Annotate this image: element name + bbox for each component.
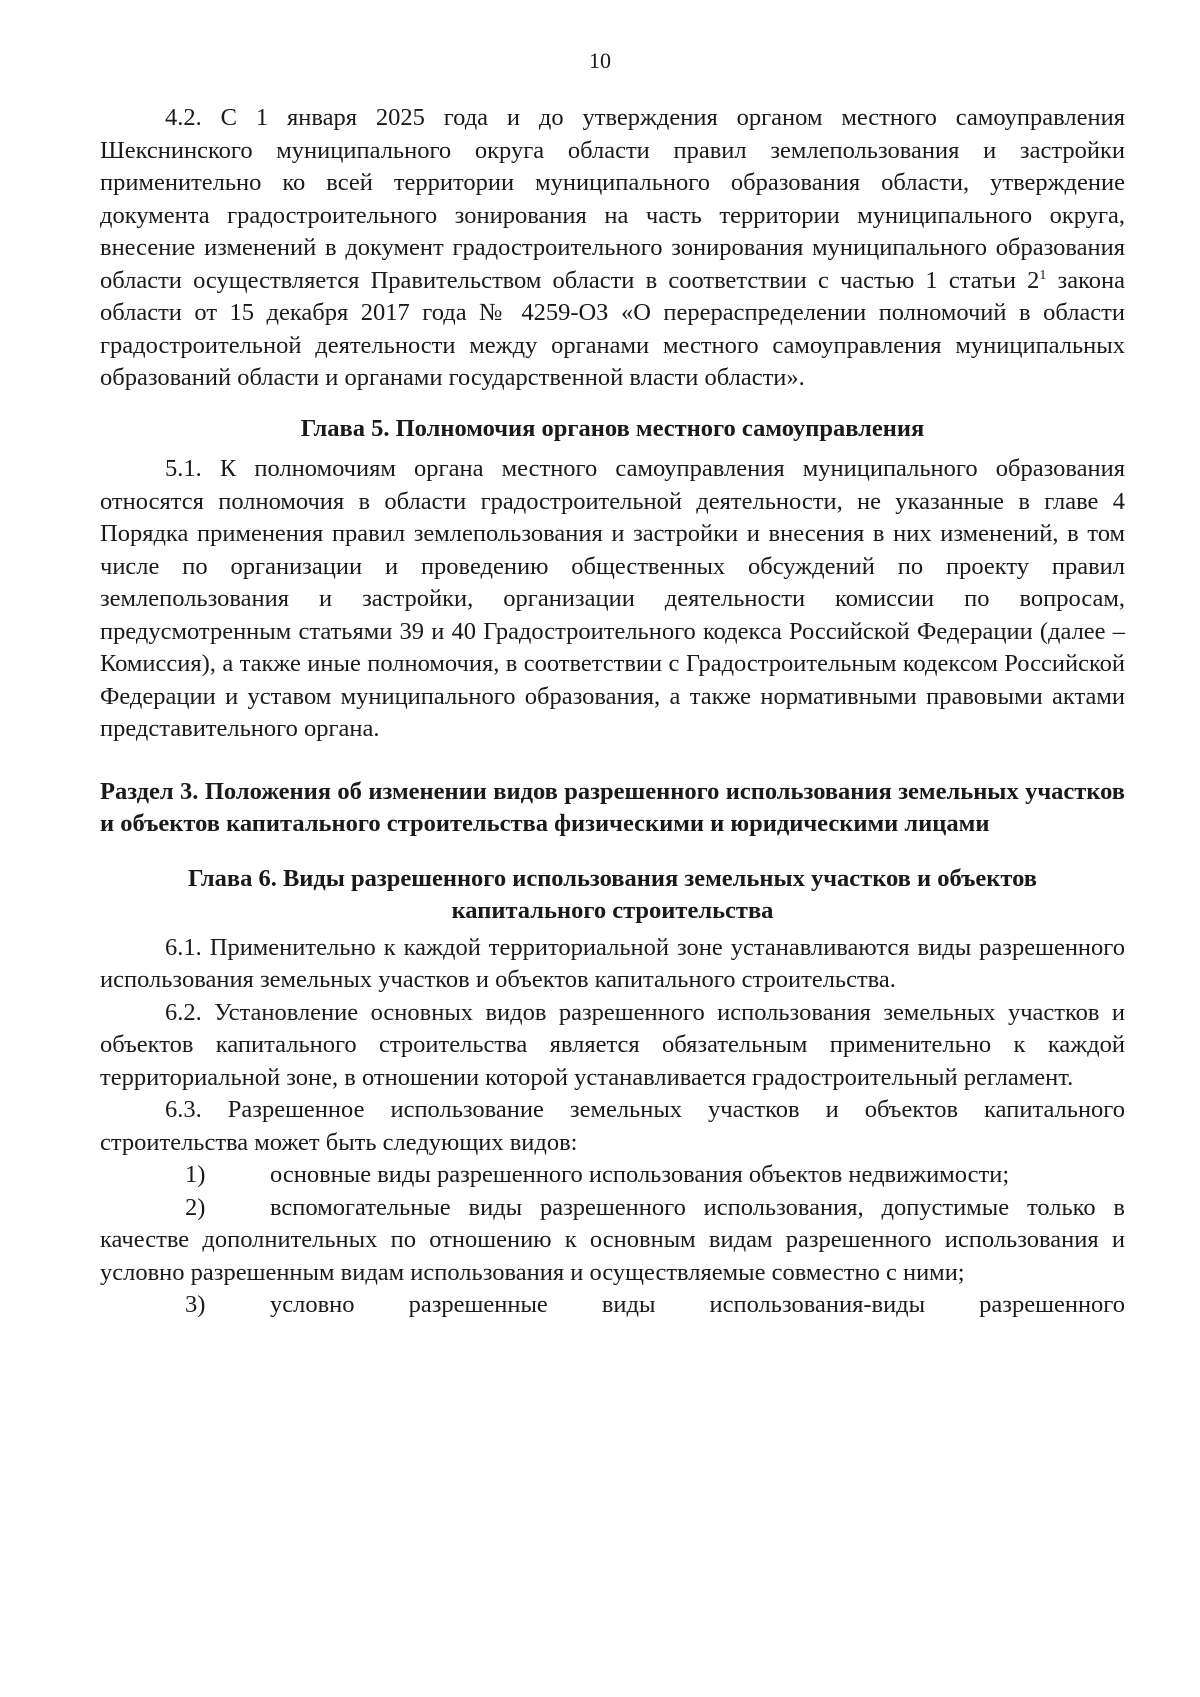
article-superscript: 1: [1039, 267, 1047, 283]
list-item-number: 3): [185, 1291, 206, 1318]
page-number: 10: [589, 48, 611, 73]
chapter-6-heading: Глава 6. Виды разрешенного использования земельных участков и объектов капитального строительства: [188, 864, 1037, 924]
paragraph-6-2: 6.2. Установление основных видов разрешенного использования земельных участков и объектов капитального строительства является обязательным применительно к каждой территориальной зоне, в отношении которой устанавливается градостроительный регламент.: [100, 998, 1125, 1091]
paragraph-6-3: 6.3. Разрешенное использование земельных участков и объектов капитального строительства может быть следующих видов:: [100, 1096, 1125, 1156]
list-item-text: вспомогательные виды разрешенного использования, допустимые только в качестве дополнительных по отношению к основным видам разрешенного использования и условно разрешенным видам использования и осуществляемые совместно с ними;: [100, 1193, 1125, 1286]
paragraph-4-2-text-continued: закона области от 15 декабря 2017 года № 4259-ОЗ «О перераспределении полномочий в области градостроительной деятельности между органами местного самоуправления муниципальных образований области и органами государственной власти области».: [100, 266, 1125, 391]
chapter-5-heading: Глава 5. Полномочия органов местного самоуправления: [300, 414, 925, 442]
paragraph-5-1: 5.1. К полномочиям органа местного самоуправления муниципального образования относятся полномочия в области градостроительной деятельности, не указанные в главе 4 Порядка применения правил землепользования и застройки и внесения в них изменений, в том числе по организации и проведению общественных обсуждений по проекту правил землепользования и застройки, организации деятельности комиссии по вопросам, предусмотренным статьями 39 и 40 Градостроительного кодекса Российской Федерации (далее – Комиссия), а также иные полномочия, в соответствии с Градостроительным кодексом Российской Федерации и уставом муниципального образования, а также нормативными правовыми актами представительного органа.: [100, 455, 1125, 742]
list-item-text: условно разрешенные виды использования-виды разрешенного: [270, 1291, 1125, 1318]
list-item-number: 2): [185, 1193, 206, 1221]
document-body: [100, 102, 1125, 1322]
list-item-number: 1): [185, 1161, 206, 1188]
list-item-1: [100, 1159, 1125, 1192]
paragraph-4-2-text: 4.2. С 1 января 2025 года и до утверждения органом местного самоуправления Шекснинского муниципального округа области правил землепользования и застройки применительно ко всей территории муниципального образования области, утверждение документа градостроительного зонирования на часть территории муниципального округа, внесение изменений в документ градостроительного зонирования муниципального образования области осуществляется Правительством области в соответствии с частью 1 статьи 2: [100, 104, 1125, 294]
list-item-2: [100, 1192, 1125, 1290]
section-3-heading: Раздел 3. Положения об изменении видов разрешенного использования земельных участков и объектов капитального строительства физическими и юридическими лицами: [100, 777, 1125, 837]
list-item-text: основные виды разрешенного использования объектов недвижимости;: [270, 1161, 1010, 1188]
list-item-3: [100, 1289, 1125, 1322]
paragraph-6-1: 6.1. Применительно к каждой территориальной зоне устанавливаются виды разрешенного использования земельных участков и объектов капитального строительства.: [100, 933, 1125, 993]
paragraph-4-2: [100, 102, 1125, 395]
